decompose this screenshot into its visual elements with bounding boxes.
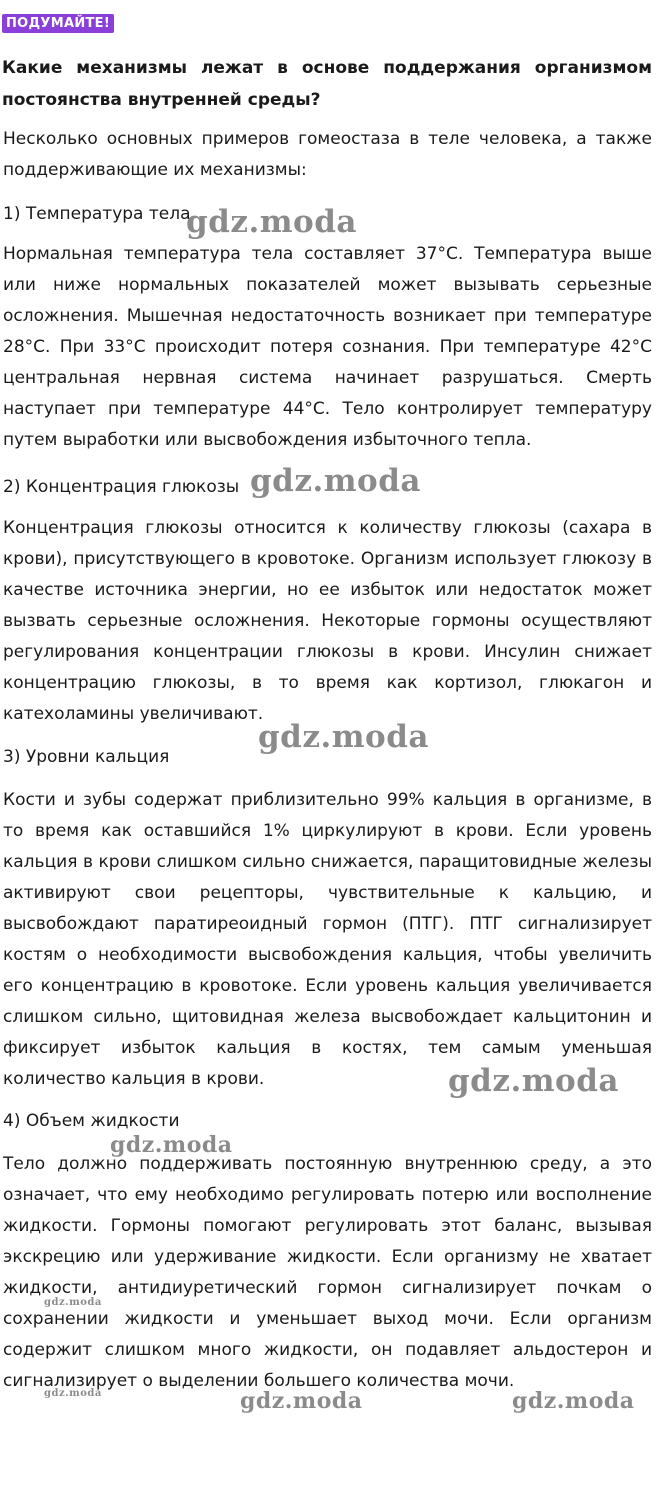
question-heading: Какие механизмы лежат в основе поддержания организмом постоянства внутренней среды? <box>2 58 652 110</box>
section-1-text: Нормальная температура тела составляет 37°С. Температура выше или ниже нормальных показателей может вызывать серьезные осложнения. Мышечная недостаточность возникает при температуре 28°С. При 33°С происходит потеря сознания. При температуре 42°С центральная нервная система начинает разрушаться. Смерть наступает при температуре 44°С. Тело контролирует температуру путем выработки или высвобождения избыточного тепла. <box>3 244 652 450</box>
watermark: gdz.moda <box>110 1132 233 1158</box>
watermark: gdz.moda <box>512 1388 635 1414</box>
section-3-heading: 3) Уровни кальция <box>3 747 170 767</box>
watermark: gdz.moda <box>258 719 429 755</box>
think-badge: ПОДУМАЙТЕ! <box>2 14 114 33</box>
watermark: gdz.moda <box>240 1388 363 1414</box>
watermark: gdz.moda <box>44 1297 102 1308</box>
section-2-text: Концентрация глюкозы относится к количеству глюкозы (сахара в крови), присутствующего в кровотоке. Организм использует глюкозу в качестве источника энергии, но ее избыток или недостаток может вызвать серьезные осложнения. Некоторые гормоны осуществляют регулирования концентрации глюкозы в крови. Инсулин снижает концентрацию глюкозы, в то время как кортизол, глюкагон и катехоламины увеличивают. <box>3 518 652 724</box>
watermark: gdz.moda <box>186 204 357 240</box>
section-4-heading: 4) Объем жидкости <box>3 1111 180 1131</box>
section-4-text: Тело должно поддерживать постоянную внутреннюю среду, а это означает, что ему необходимо регулировать потерю или восполнение жидкости. Гормоны помогают регулировать этот баланс, вызывая экскрецию или удерживание жидкости. Если организму не хватает жидкости, антидиуретический гормон сигнализирует почкам о сохранении жидкости и уменьшает выход мочи. Если организм содержит слишком много жидкости, он подавляет альдостерон и сигнализирует о выделении большего количества мочи. <box>3 1154 652 1391</box>
watermark: gdz.moda <box>448 1063 619 1099</box>
section-2-heading: 2) Концентрация глюкозы <box>3 477 240 497</box>
watermark: gdz.moda <box>250 463 421 499</box>
intro-paragraph: Несколько основных примеров гомеостаза в теле человека, а также поддерживающие их механизмы: <box>3 129 652 180</box>
section-1-heading: 1) Температура тела <box>3 204 191 224</box>
watermark: gdz.moda <box>44 1388 102 1399</box>
section-3-text: Кости и зубы содержат приблизительно 99% кальция в организме, в то время как оставшийся 1% циркулируют в крови. Если уровень кальция в крови слишком сильно снижается, паращитовидные железы активируют свои рецепторы, чувствительные к кальцию, и высвобождают паратиреоидный гормон (ПТГ). ПТГ сигнализирует костям о необходимости высвобождения кальция, чтобы увеличить его концентрацию в кровотоке. Если уровень кальция увеличивается слишком сильно, щитовидная железа высвобождает кальцитонин и фиксирует избыток кальция в костях, тем самым уменьшая количество кальция в крови. <box>3 790 652 1089</box>
